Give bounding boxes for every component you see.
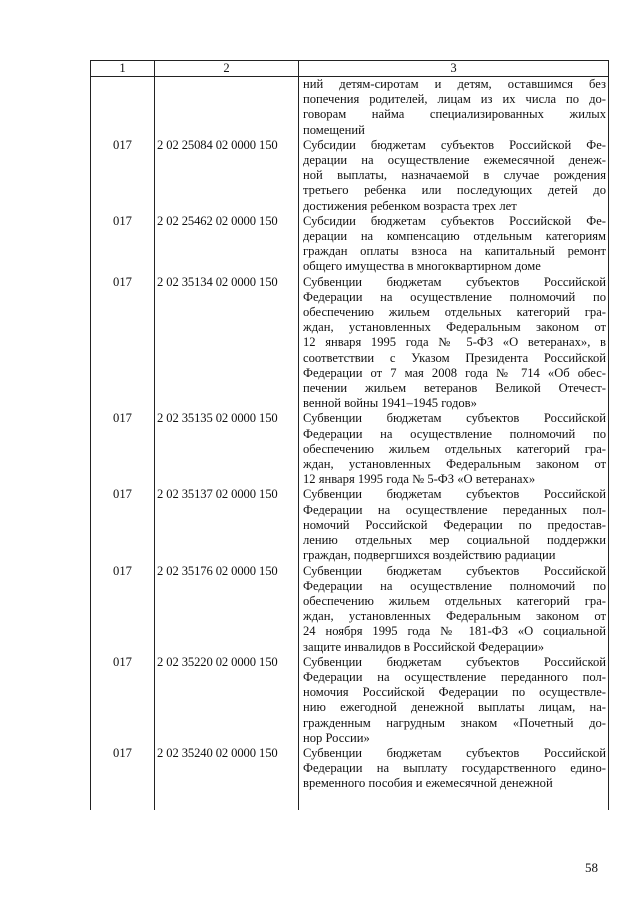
kbk-code-cell: 2 02 25084 02 0000 150 xyxy=(155,138,299,214)
kbk-code-cell: 2 02 25462 02 0000 150 xyxy=(155,214,299,275)
admin-code-cell: 017 xyxy=(91,275,155,412)
description-line: Федерации на осуществление полномочий по xyxy=(303,578,606,593)
header-col-1: 1 xyxy=(91,61,155,77)
description-line: дерации на осуществление ежемесячной денеж- xyxy=(303,153,606,168)
description-line: ной выплаты, назначаемой в случае рождения xyxy=(303,168,606,183)
header-col-2: 2 xyxy=(155,61,299,77)
header-row xyxy=(91,61,609,77)
description-cell xyxy=(299,138,609,214)
empty-cell xyxy=(155,77,299,138)
description-line: 12 января 1995 года № 5-ФЗ «О ветеранах» xyxy=(303,472,536,487)
description-line: 12 января 1995 года № 5-ФЗ «О ветеранах», в xyxy=(303,335,606,350)
description-line: гражденным нагрудным знаком «Почетный до- xyxy=(303,715,606,730)
empty-cell xyxy=(91,792,155,810)
kbk-code-cell: 2 02 35220 02 0000 150 xyxy=(155,655,299,746)
kbk-code-cell: 2 02 35135 02 0000 150 xyxy=(155,411,299,487)
description-cell xyxy=(299,746,609,792)
description-line: говорам найма специализированных жилых xyxy=(303,107,606,122)
table-row xyxy=(91,275,609,412)
empty-cell xyxy=(91,77,155,138)
page-number: 58 xyxy=(585,860,598,875)
table-continues-row xyxy=(91,792,609,810)
description-line: Субвенции бюджетам субъектов Российской xyxy=(303,274,606,289)
description-line: третьего ребенка или последующих детей до xyxy=(303,183,606,198)
description-line: Федерации на осуществление переданного пол- xyxy=(303,669,606,684)
description-line: Субвенции бюджетам субъектов Российской xyxy=(303,487,606,502)
description-cell xyxy=(299,655,609,746)
kbk-code-cell: 2 02 35134 02 0000 150 xyxy=(155,275,299,412)
description-cell xyxy=(299,275,609,412)
description-line: достижения ребенком возраста трех лет xyxy=(303,198,517,213)
description-line: общего имущества в многоквартирном доме xyxy=(303,259,541,274)
description-line: обеспечению жильем отдельных категорий гра- xyxy=(303,593,606,608)
description-line: защите инвалидов в Российской Федерации» xyxy=(303,639,545,654)
description-line: помещений xyxy=(303,122,365,137)
table-row xyxy=(91,138,609,214)
description-line: ждан, установленных Федеральным законом от xyxy=(303,457,606,472)
description-line: дерации на компенсацию отдельным категориям xyxy=(303,229,606,244)
description-line: обеспечению жильем отдельных категорий гра- xyxy=(303,441,606,456)
header-col-3: 3 xyxy=(299,61,609,77)
table-row xyxy=(91,746,609,792)
description-line: Субвенции бюджетам субъектов Российской xyxy=(303,745,606,760)
continuation-row xyxy=(91,77,609,138)
table-row xyxy=(91,487,609,563)
admin-code-cell: 017 xyxy=(91,746,155,792)
kbk-code-cell: 2 02 35240 02 0000 150 xyxy=(155,746,299,792)
description-line: Субсидии бюджетам субъектов Российской Фе- xyxy=(303,137,606,152)
admin-code-cell: 017 xyxy=(91,655,155,746)
description-line: соответствии с Указом Президента Российской xyxy=(303,350,606,365)
description-cell xyxy=(299,564,609,655)
admin-code-cell: 017 xyxy=(91,487,155,563)
admin-code-cell: 017 xyxy=(91,411,155,487)
description-cell xyxy=(299,214,609,275)
admin-code-cell: 017 xyxy=(91,138,155,214)
description-line: Субвенции бюджетам субъектов Российской xyxy=(303,563,606,578)
description-line: номочий Российской Федерации по предостав- xyxy=(303,517,606,532)
description-line: Субсидии бюджетам субъектов Российской Фе- xyxy=(303,213,606,228)
description-line: ждан, установленных Федеральным законом от xyxy=(303,320,606,335)
empty-cell xyxy=(155,792,299,810)
kbk-code-cell: 2 02 35176 02 0000 150 xyxy=(155,564,299,655)
description-line: граждан, подвергшихся воздействию радиации xyxy=(303,548,556,563)
description-line: ждан, установленных Федеральным законом от xyxy=(303,609,606,624)
description-line: ний детям-сиротам и детям, оставшимся без xyxy=(303,77,606,91)
description-cell xyxy=(299,77,609,138)
table-row xyxy=(91,564,609,655)
description-line: Федерации от 7 мая 2008 года № 714 «Об обес- xyxy=(303,365,606,380)
description-line: печении жильем ветеранов Великой Отечест- xyxy=(303,381,606,396)
kbk-code-cell: 2 02 35137 02 0000 150 xyxy=(155,487,299,563)
admin-code-cell: 017 xyxy=(91,214,155,275)
description-line: Федерации на осуществление полномочий по xyxy=(303,289,606,304)
description-line: граждан оплаты взноса на капитальный ремонт xyxy=(303,244,606,259)
table-row xyxy=(91,655,609,746)
table-row xyxy=(91,214,609,275)
description-line: лению отдельных мер социальной поддержки xyxy=(303,533,606,548)
description-line: венной войны 1941–1945 годов» xyxy=(303,396,477,411)
description-cell xyxy=(299,487,609,563)
description-line: обеспечению жильем отдельных категорий гра- xyxy=(303,305,606,320)
description-line: Федерации на осуществление полномочий по xyxy=(303,426,606,441)
description-line: номочия Российской Федерации по осуществле- xyxy=(303,685,606,700)
empty-cell xyxy=(299,792,609,810)
table-row xyxy=(91,411,609,487)
description-line: нор России» xyxy=(303,730,370,745)
description-cell xyxy=(299,411,609,487)
description-line: Федерации на осуществление переданных пол- xyxy=(303,502,606,517)
description-line: Субвенции бюджетам субъектов Российской xyxy=(303,654,606,669)
description-line: нию ежегодной денежной выплаты лицам, на- xyxy=(303,700,606,715)
description-line: попечения родителей, лицам из их числа по до- xyxy=(303,92,606,107)
description-line: временного пособия и ежемесячной денежной xyxy=(303,776,553,791)
description-line: 24 ноября 1995 года № 181-ФЗ «О социальной xyxy=(303,624,606,639)
description-line: Федерации на выплату государственного едино- xyxy=(303,761,606,776)
admin-code-cell: 017 xyxy=(91,564,155,655)
table-body xyxy=(91,77,609,810)
description-line: Субвенции бюджетам субъектов Российской xyxy=(303,411,606,426)
budget-classification-table xyxy=(90,60,609,810)
